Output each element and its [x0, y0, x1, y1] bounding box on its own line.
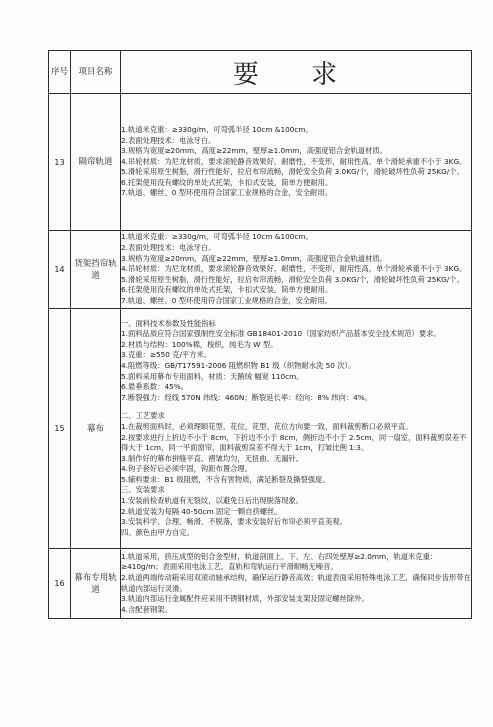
- req-line: 1.面料品质应符合国家强制性安全标准 GB18401-2010（国家纺织产品基本安全技术规范）要求。: [121, 329, 441, 339]
- req-line: 3.制作好的幕布拼缝平直、褶皱均匀，无扭曲、无漏针。: [121, 453, 304, 463]
- row-number: 16: [49, 549, 71, 619]
- table-row: [49, 94, 472, 231]
- req-line: 2.轨道安装为每隔 40-50cm 固定一颗自挤螺丝。: [121, 506, 282, 516]
- table-row: [49, 549, 472, 619]
- row-item-name: 幕布专用轨道: [71, 549, 121, 619]
- req-line: 三、安装要求: [121, 485, 165, 495]
- row-number: 13: [49, 94, 71, 231]
- req-line: 3.规格为宽度≥20mm，高度≥22mm，壁厚≥1.0mm，高强度铝合金轨道材质。: [121, 146, 387, 156]
- req-line: 3.规格为宽度≥20mm，高度≥22mm，壁厚≥1.0mm，高强度铝合金轨道材质。: [121, 253, 387, 263]
- requirements-table: [48, 50, 472, 619]
- row-item-name: 货架挡帘轨道: [71, 231, 121, 309]
- req-line: 7.断裂强力：经线 570N 纬线：460N；断裂延长率：经向：8% 纬向：4%。: [121, 392, 372, 402]
- header-no: [49, 51, 71, 94]
- row-requirements: [121, 231, 472, 309]
- req-line: 7.轨道、螺丝、0 型环使用符合国家工业规格的合金，安全耐用。: [121, 188, 332, 198]
- req-line: 1.轨道米克重：≥330g/m，可弯弧半径 10cm &100cm。: [121, 232, 313, 242]
- row-item-name: 幕布: [71, 309, 121, 549]
- row-number: 14: [49, 231, 71, 309]
- req-line: 3.轨道内部运行金属配件应采用不锈钢材质，外部安装支架及固定螺丝除外。: [121, 594, 369, 604]
- row-requirements: [121, 94, 472, 231]
- table-row: [49, 309, 472, 549]
- req-line: 4.钩子套好后必须牢固，钩距布置合理。: [121, 464, 253, 474]
- req-line: 7.轨道、螺丝、0 型环使用符合国家工业规格的合金，安全耐用。: [121, 295, 332, 305]
- req-line: 4.吊轮材质：为尼龙材质，要求滚轮静音效果好，耐磨性，不变形，耐用性高，单个滑轮承重不小于 3KG。: [121, 156, 467, 166]
- row-requirements: [121, 309, 472, 549]
- req-line: 1.安装前检查轨道有无裂纹，以避免日后出现脱落现象。: [121, 496, 304, 506]
- table-header-row: [49, 51, 472, 94]
- req-line: 一、面料技术参数及性能指标: [121, 318, 216, 328]
- header-no-text: 序号: [50, 67, 68, 77]
- table-row: [49, 231, 472, 309]
- row-item-name: 隔帘轨道: [71, 94, 121, 231]
- row-requirements: [121, 549, 472, 619]
- req-line: 四、颜色由甲方自定。: [121, 527, 194, 537]
- req-line: 4.含配套钢架。: [121, 604, 172, 614]
- req-line: 5.面料采用幕布专用面料，材质：天鹅绒 幅宽 110cm。: [121, 371, 304, 381]
- req-line: 5.滑轮采用原生树脂，滑行性能好，拉启布帘流畅，滑轮安全负荷 3.0KG/个，滑轮破坏性负荷 25KG/个。: [121, 274, 464, 284]
- req-line: 2.材质与结构：100%棉，梭织，纯毛为 W 型。: [121, 339, 278, 349]
- req-line: 6.托架使用没有螺纹的单处式托架，卡扣式安装，简单方便耐用。: [121, 177, 333, 187]
- req-line: 2.表面处理技术：电泳牙白。: [121, 243, 216, 253]
- req-line: 1.轨道采用，挤压成型的铝合金型材，轨道剖面上、下、左、右四处壁厚≥2.0mm，轨道米克重：≥410g/m；表面采用电泳工艺，直轨和弯轨运行平滑顺畅无噪音。: [121, 551, 438, 572]
- req-line: 6.托架使用没有螺纹的单处式托架，卡扣式安装，简单方便耐用。: [121, 285, 333, 295]
- req-line: 1.在裁剪面料时，必须理顺花型、花位，花型、花位方向要一致，面料裁剪断口必须平直。: [121, 421, 413, 431]
- req-line: 1.轨道米克重：≥330g/m，可弯弧半径 10cm &100cm。: [121, 124, 313, 134]
- req-line: 4.吊轮材质：为尼龙材质，要求滚轮静音效果好，耐磨性，不变形，耐用性高，单个滑轮承重不小于 3KG。: [121, 264, 467, 274]
- req-line: 5.辅料要求：B1 级阻燃，不含有害物质，满足断裂及撕裂强度。: [121, 474, 330, 484]
- req-spacer: [121, 403, 471, 411]
- req-line: 2.轨道两端传动箱采用双滚动轴承结构，确保运行静音高效；轨道表面采用特殊电泳工艺，确保同步齿形带在轨道内部运行灵滑。: [121, 572, 471, 593]
- header-requirements: 要 求: [121, 51, 472, 94]
- req-line: 4.阻燃等级：GB/T17591-2006 阻燃织物 B1 级（织物耐水洗 50 次）。: [121, 360, 356, 370]
- header-name-text: 项目名称: [78, 67, 113, 77]
- req-line: 2.按要求进行上折边不小于 8cm，下折边不小于 8cm，侧折边不小于 2.5cm，同一扇室，面料裁剪误差不得大于 1cm，同一平面窗帘，面料裁剪误差不得大于 1cm，打皱比例 1:3。: [121, 432, 467, 453]
- req-line: 5.滑轮采用原生树脂，滑行性能好，拉启布帘流畅，滑轮安全负荷 3.0KG/个，滑轮破坏性负荷 25KG/个。: [121, 167, 464, 177]
- req-line: 2.表面处理技术：电泳牙白。: [121, 135, 216, 145]
- req-line: 3.克重：≥550 克/平方米。: [121, 350, 212, 360]
- req-line: 3.安装科学、合理、畅滑、不脱落，要求安装好后布帘必须平直美观。: [121, 517, 347, 527]
- header-name: [71, 51, 121, 94]
- req-line: 6.悬垂系数：45%。: [121, 382, 188, 392]
- row-number: 15: [49, 309, 71, 549]
- req-line: 二、工艺要求: [121, 411, 165, 421]
